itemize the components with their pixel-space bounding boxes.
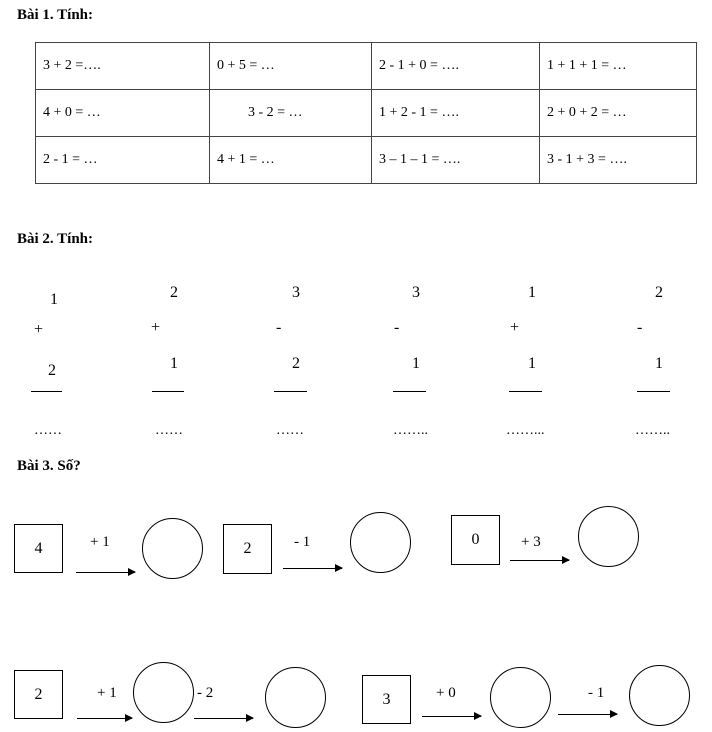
exercise-cell: 3 - 1 + 3 = …. — [540, 137, 697, 184]
bai2-title: Bài 2. Tính: — [17, 231, 94, 247]
operator: + — [34, 321, 44, 338]
exercise-cell: 4 + 0 = … — [36, 90, 210, 137]
answer-circle[interactable] — [629, 665, 690, 726]
arrow-icon — [76, 572, 135, 573]
start-number-box: 4 — [14, 524, 63, 573]
sum-line — [509, 391, 542, 392]
table-row — [36, 43, 697, 90]
arrow-icon — [558, 714, 617, 715]
sum-line — [31, 391, 62, 392]
answer-blank[interactable]: …….. — [393, 423, 428, 438]
answer-blank[interactable]: …….. — [635, 423, 670, 438]
exercise-cell: 2 - 1 = … — [36, 137, 210, 184]
answer-circle[interactable] — [142, 518, 203, 579]
exercise-cell: 2 + 0 + 2 = … — [540, 90, 697, 137]
sum-line — [152, 391, 184, 392]
bottom-number: 1 — [412, 355, 420, 372]
exercise-cell: 1 + 1 + 1 = … — [540, 43, 697, 90]
answer-blank[interactable]: ……... — [506, 423, 545, 438]
exercise-cell: 0 + 5 = … — [210, 43, 372, 90]
exercise-cell: 2 - 1 + 0 = …. — [372, 43, 540, 90]
top-number: 3 — [412, 284, 420, 301]
operator: - — [276, 319, 282, 336]
operation-label: - 2 — [197, 685, 214, 701]
sum-line — [637, 391, 670, 392]
operation-label: - 1 — [294, 534, 311, 550]
start-number-box: 2 — [223, 524, 272, 574]
top-number: 3 — [292, 284, 300, 301]
operator: - — [394, 319, 400, 336]
top-number: 2 — [170, 284, 178, 301]
exercise-cell: 3 – 1 – 1 = …. — [372, 137, 540, 184]
answer-blank[interactable]: …… — [276, 423, 304, 438]
operation-label: - 1 — [588, 685, 605, 701]
answer-circle[interactable] — [265, 667, 326, 728]
arrow-icon — [283, 568, 342, 569]
bottom-number: 2 — [48, 362, 56, 379]
top-number: 1 — [50, 291, 58, 308]
arrow-icon — [422, 716, 481, 717]
bottom-number: 1 — [528, 355, 536, 372]
answer-circle[interactable] — [350, 512, 411, 573]
exercise-cell: 3 - 2 = … — [210, 90, 372, 137]
exercise-cell: 3 + 2 =…. — [36, 43, 210, 90]
operator: - — [637, 319, 643, 336]
table-row — [36, 90, 697, 137]
start-number-box: 3 — [362, 675, 411, 724]
bai1-title: Bài 1. Tính: — [17, 7, 94, 23]
sum-line — [274, 391, 307, 392]
bottom-number: 1 — [170, 355, 178, 372]
exercise-cell: 1 + 2 - 1 = …. — [372, 90, 540, 137]
bai3-title: Bài 3. Số? — [17, 458, 81, 474]
operation-label: + 0 — [436, 685, 456, 701]
sum-line — [393, 391, 426, 392]
answer-circle[interactable] — [578, 506, 639, 567]
operator: + — [510, 319, 520, 336]
operator: + — [151, 319, 161, 336]
bai1-table — [35, 42, 697, 184]
arrow-icon — [194, 718, 253, 719]
operation-label: + 3 — [521, 534, 541, 550]
answer-circle[interactable] — [490, 667, 551, 728]
operation-label: + 1 — [90, 534, 110, 550]
top-number: 1 — [528, 284, 536, 301]
answer-blank[interactable]: …… — [34, 423, 62, 438]
top-number: 2 — [655, 284, 663, 301]
bottom-number: 1 — [655, 355, 663, 372]
answer-blank[interactable]: …… — [155, 423, 183, 438]
bottom-number: 2 — [292, 355, 300, 372]
exercise-cell: 4 + 1 = … — [210, 137, 372, 184]
table-row — [36, 137, 697, 184]
start-number-box: 0 — [451, 515, 500, 565]
arrow-icon — [77, 718, 132, 719]
arrow-icon — [510, 560, 569, 561]
answer-circle[interactable] — [133, 662, 194, 723]
start-number-box: 2 — [14, 670, 63, 719]
operation-label: + 1 — [97, 685, 117, 701]
